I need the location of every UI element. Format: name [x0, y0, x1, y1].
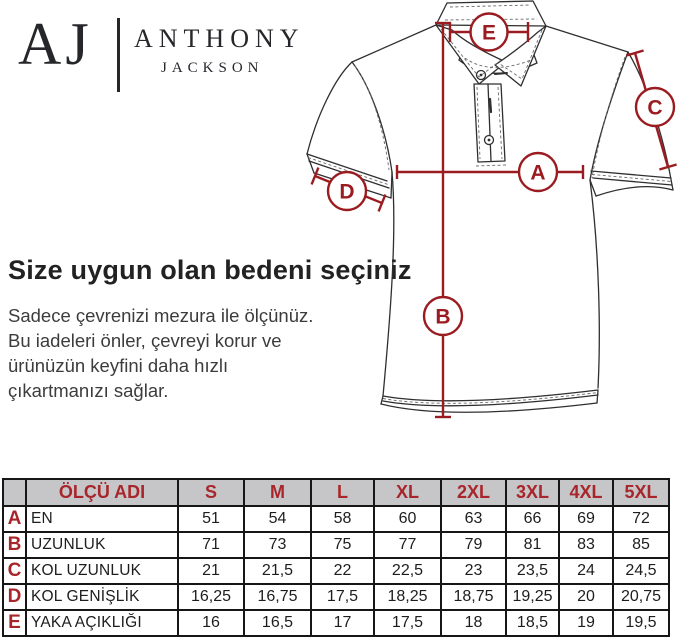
- size-value: 16,75: [244, 584, 311, 610]
- size-value: 51: [178, 506, 244, 532]
- size-value: 18: [441, 610, 506, 636]
- size-value: 58: [311, 506, 374, 532]
- size-value: 81: [506, 532, 559, 558]
- size-table: [2, 478, 670, 637]
- size-value: 75: [311, 532, 374, 558]
- size-value: 72: [613, 506, 669, 532]
- size-value: 23: [441, 558, 506, 584]
- size-value: 66: [506, 506, 559, 532]
- badge-C: C: [647, 96, 663, 120]
- size-value: 17: [311, 610, 374, 636]
- size-value: 69: [559, 506, 613, 532]
- badge-A: A: [530, 161, 546, 185]
- corner-cell: [3, 479, 26, 506]
- size-value: 20: [559, 584, 613, 610]
- size-value: 83: [559, 532, 613, 558]
- intro-body-line: Bu iadeleri önler, çevreyi korur ve: [8, 330, 282, 351]
- measure-name: KOL UZUNLUK: [26, 558, 178, 584]
- size-header: XL: [374, 479, 441, 506]
- size-header: L: [311, 479, 374, 506]
- size-value: 18,5: [506, 610, 559, 636]
- table-row: [3, 558, 669, 584]
- table-row: [3, 584, 669, 610]
- size-value: 17,5: [374, 610, 441, 636]
- brand-name-line1: ANTHONY: [134, 24, 305, 53]
- intro-body-line: Sadece çevrenizi mezura ile ölçünüz.: [8, 305, 314, 326]
- row-letter: D: [3, 584, 26, 610]
- size-value: 54: [244, 506, 311, 532]
- badge-B: B: [435, 305, 451, 329]
- size-value: 23,5: [506, 558, 559, 584]
- size-value: 71: [178, 532, 244, 558]
- measure-name-header: ÖLÇÜ ADI: [26, 479, 178, 506]
- size-value: 79: [441, 532, 506, 558]
- size-value: 19,5: [613, 610, 669, 636]
- size-value: 60: [374, 506, 441, 532]
- row-letter: B: [3, 532, 26, 558]
- measure-name: UZUNLUK: [26, 532, 178, 558]
- size-value: 16,5: [244, 610, 311, 636]
- badge-D: D: [339, 180, 355, 204]
- shirt-outline: [307, 1, 673, 412]
- size-header: 5XL: [613, 479, 669, 506]
- brand-name-line2: JACKSON: [161, 60, 264, 76]
- size-value: 22,5: [374, 558, 441, 584]
- size-header: S: [178, 479, 244, 506]
- measurement-lines: [312, 22, 677, 417]
- size-value: 21,5: [244, 558, 311, 584]
- size-value: 20,75: [613, 584, 669, 610]
- table-row: [3, 610, 669, 636]
- size-value: 63: [441, 506, 506, 532]
- size-table-header-row: [3, 479, 669, 506]
- size-value: 22: [311, 558, 374, 584]
- size-value: 21: [178, 558, 244, 584]
- size-value: 24: [559, 558, 613, 584]
- size-value: 16,25: [178, 584, 244, 610]
- row-letter: E: [3, 610, 26, 636]
- row-letter: C: [3, 558, 26, 584]
- measure-name: YAKA AÇIKLIĞI: [26, 610, 178, 636]
- size-value: 77: [374, 532, 441, 558]
- size-header: M: [244, 479, 311, 506]
- size-value: 18,25: [374, 584, 441, 610]
- size-value: 85: [613, 532, 669, 558]
- size-value: 73: [244, 532, 311, 558]
- measure-name: EN: [26, 506, 178, 532]
- measure-name: KOL GENİŞLİK: [26, 584, 178, 610]
- intro-heading: Size uygun olan bedeni seçiniz: [8, 255, 412, 285]
- size-header: 4XL: [559, 479, 613, 506]
- size-header: 2XL: [441, 479, 506, 506]
- row-letter: A: [3, 506, 26, 532]
- intro-body-line: çıkartmanızı sağlar.: [8, 380, 169, 401]
- size-value: 18,75: [441, 584, 506, 610]
- badge-E: E: [481, 21, 497, 45]
- brand-initials: AJ: [18, 11, 93, 77]
- intro-body-line: ürünüzün keyfini daha hızlı: [8, 355, 229, 376]
- size-value: 17,5: [311, 584, 374, 610]
- size-value: 19: [559, 610, 613, 636]
- size-value: 16: [178, 610, 244, 636]
- table-row: [3, 506, 669, 532]
- size-header: 3XL: [506, 479, 559, 506]
- table-row: [3, 532, 669, 558]
- size-value: 19,25: [506, 584, 559, 610]
- size-value: 24,5: [613, 558, 669, 584]
